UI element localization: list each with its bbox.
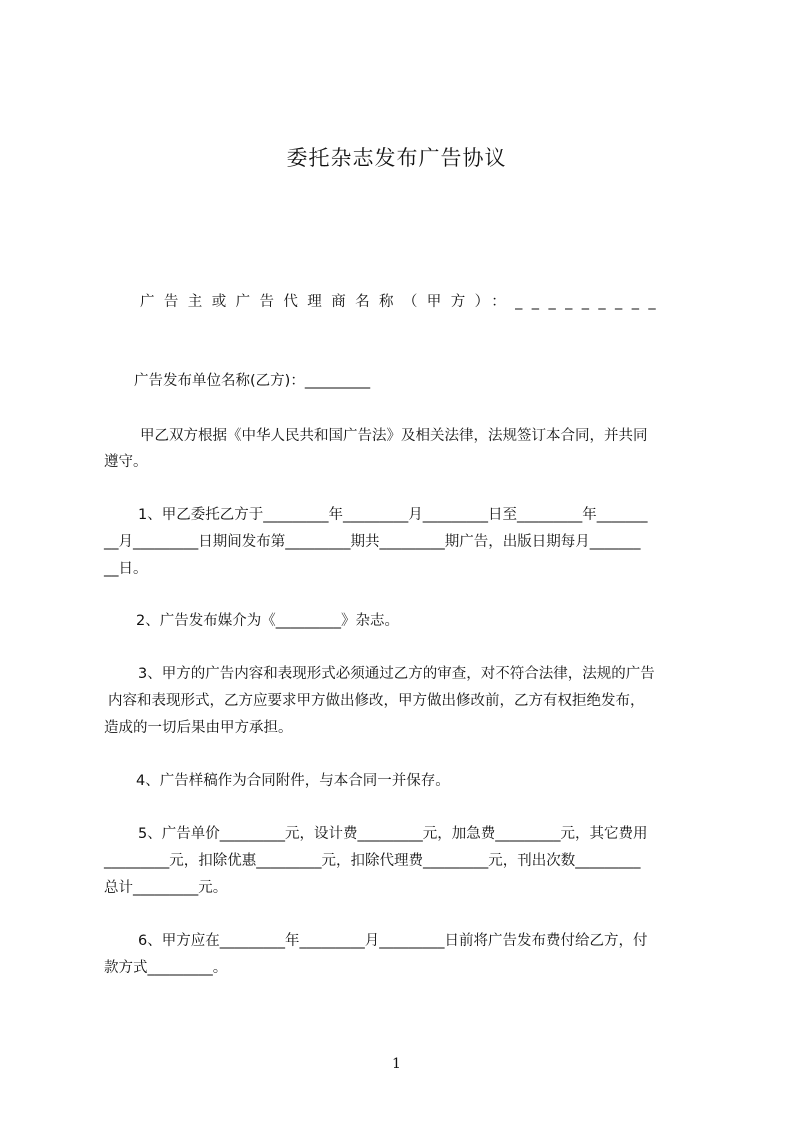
intro-line-1: 甲乙双方根据《中华人民共和国广告法》及相关法律，法规签订本合同，并共同 <box>140 428 648 444</box>
clause-1-line-3: __日。 <box>104 561 148 577</box>
clause-5-line-3: 总计_________元。 <box>104 880 228 896</box>
clause-3-line-3: 造成的一切后果由甲方承担。 <box>104 720 293 736</box>
clause-1-line-1: 1、甲乙委托乙方于_________年_________月_________日至_________年_______ <box>138 507 648 523</box>
clause-4-line: 4、广告样稿作为合同附件，与本合同一并保存。 <box>136 773 450 789</box>
document-title: 委托杂志发布广告协议 <box>286 146 507 170</box>
party-b-line: 广告发布单位名称(乙方)：_________ <box>134 373 371 389</box>
clause-5-line-1: 5、广告单价_________元，设计费_________元，加急费_________元，其它费用 <box>138 826 648 842</box>
party-a-line: 广告主或广告代理商名称（甲方）：_________ <box>140 294 665 310</box>
clause-6-line-1: 6、甲方应在_________年_________月_________日前将广告发布费付给乙方，付 <box>138 933 648 949</box>
clause-3-line-1: 3、甲方的广告内容和表现形式必须通过乙方的审查，对不符合法律，法规的广告 <box>138 666 655 682</box>
clause-5-line-2: _________元，扣除优惠_________元，扣除代理费_________元，刊出次数_________ <box>104 853 641 869</box>
clause-6-line-2: 款方式_________。 <box>104 960 228 976</box>
page-number: 1 <box>392 1056 401 1072</box>
clause-3-line-2: 内容和表现形式，乙方应要求甲方做出修改，甲方做出修改前，乙方有权拒绝发布， <box>108 693 645 709</box>
clause-1-line-2: __月_________日期间发布第_________期共_________期广告，出版日期每月_______ <box>104 534 641 550</box>
clause-2-line: 2、广告发布媒介为《_________》杂志。 <box>136 613 399 629</box>
intro-line-2: 遵守。 <box>104 454 148 470</box>
